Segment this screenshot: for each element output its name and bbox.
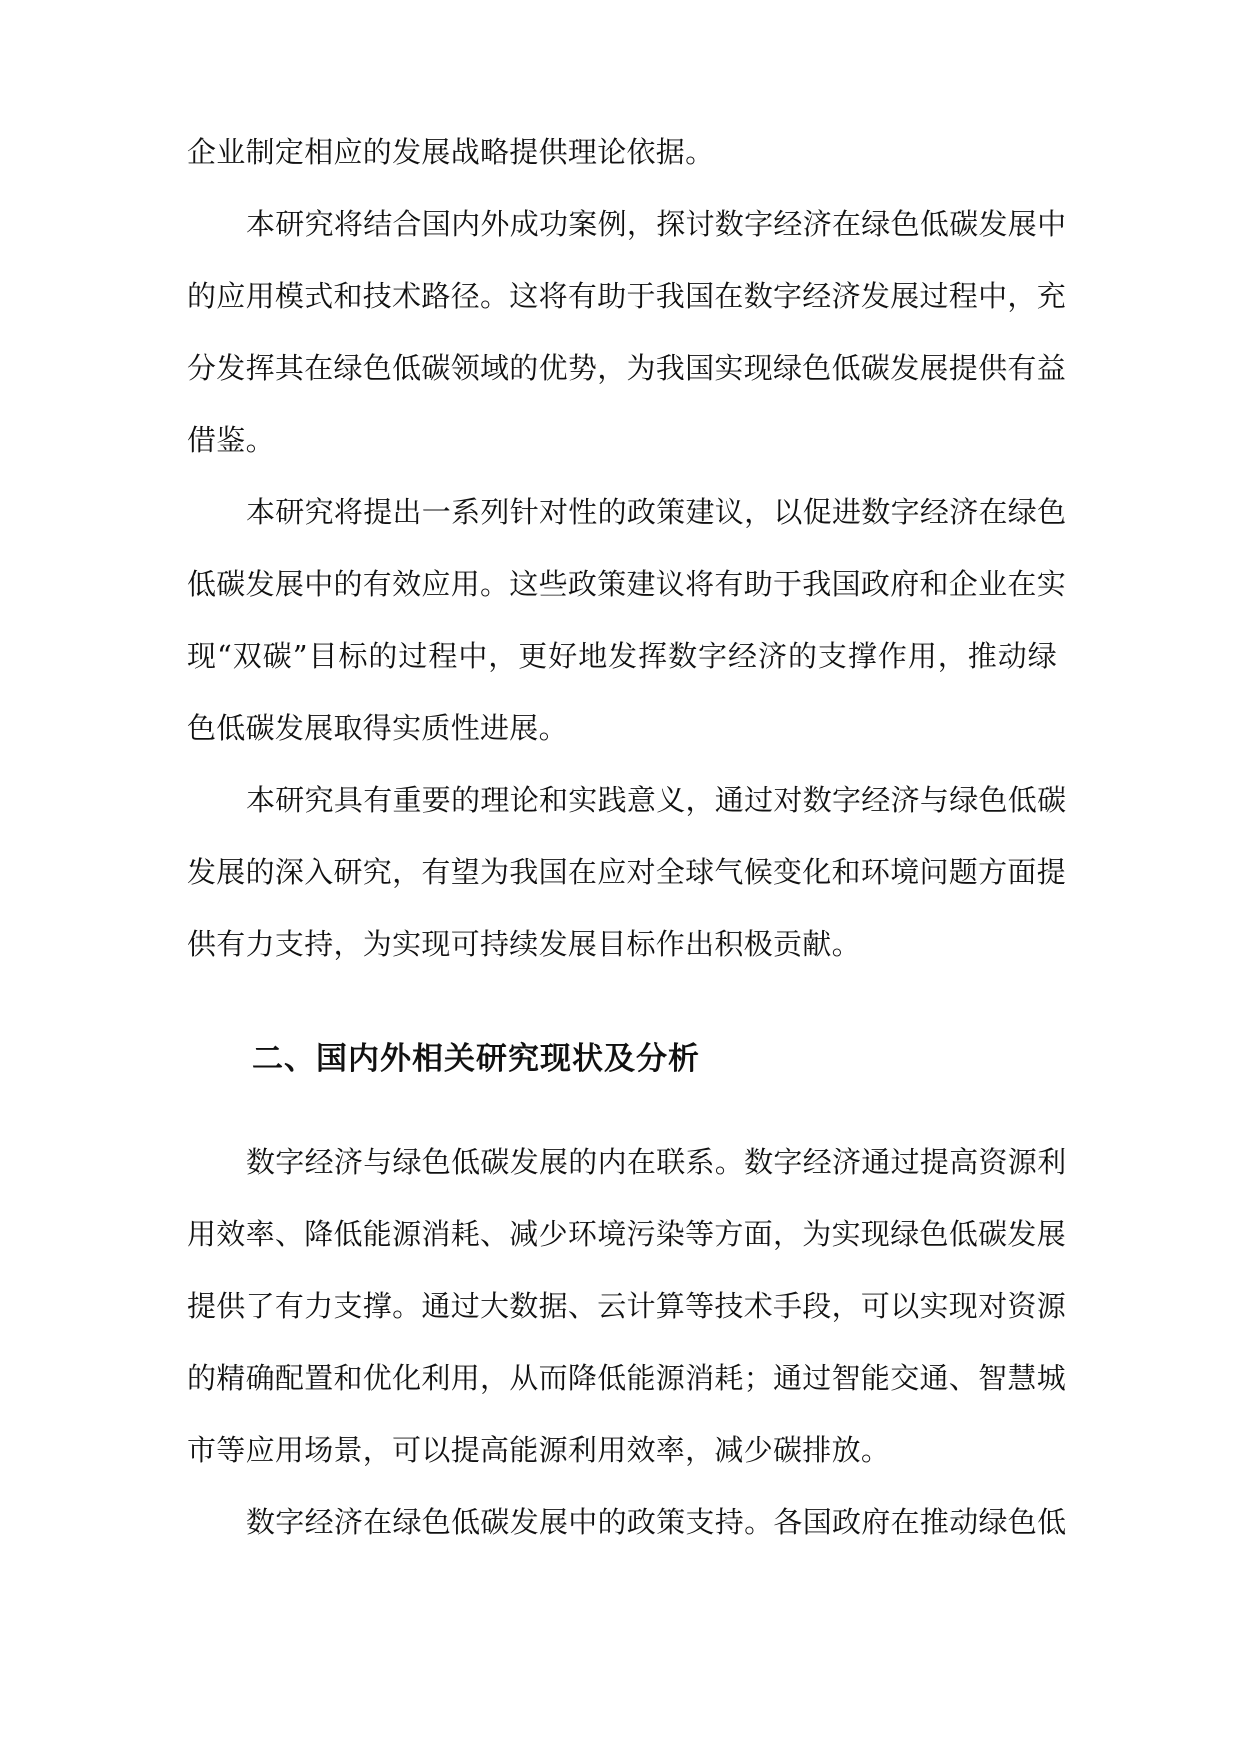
paragraph-line: 供有力支持，为实现可持续发展目标作出积极贡献。 [187,927,861,961]
paragraph-line: 市等应用场景，可以提高能源利用效率，减少碳排放。 [187,1433,891,1467]
paragraph-line: 本研究具有重要的理论和实践意义，通过对数字经济与绿色低碳 [246,783,1067,817]
paragraph-line: 低碳发展中的有效应用。这些政策建议将有助于我国政府和企业在实 [187,567,1067,601]
paragraph-line: 的精确配置和优化利用，从而降低能源消耗；通过智能交通、智慧城 [187,1361,1067,1395]
paragraph-line: 数字经济在绿色低碳发展中的政策支持。各国政府在推动绿色低 [246,1505,1067,1539]
section-heading: 二、国内外相关研究现状及分析 [252,1041,700,1077]
paragraph-line: 分发挥其在绿色低碳领域的优势，为我国实现绿色低碳发展提供有益 [187,351,1067,385]
paragraph-line: 本研究将结合国内外成功案例，探讨数字经济在绿色低碳发展中 [246,207,1067,241]
paragraph-line: 发展的深入研究，有望为我国在应对全球气候变化和环境问题方面提 [187,855,1067,889]
paragraph-line: 的应用模式和技术路径。这将有助于我国在数字经济发展过程中，充 [187,279,1067,313]
paragraph-line: 数字经济与绿色低碳发展的内在联系。数字经济通过提高资源利 [246,1145,1067,1179]
paragraph-line: 企业制定相应的发展战略提供理论依据。 [187,135,715,169]
paragraph-line: 提供了有力支撑。通过大数据、云计算等技术手段，可以实现对资源 [187,1289,1067,1323]
paragraph-line: 借鉴。 [187,423,275,457]
paragraph-line: 用效率、降低能源消耗、减少环境污染等方面，为实现绿色低碳发展 [187,1217,1067,1251]
paragraph-line: 本研究将提出一系列针对性的政策建议，以促进数字经济在绿色 [246,495,1067,529]
paragraph-line: 现“双碳”目标的过程中，更好地发挥数字经济的支撑作用，推动绿 [187,639,1057,673]
paragraph-line: 色低碳发展取得实质性进展。 [187,711,568,745]
